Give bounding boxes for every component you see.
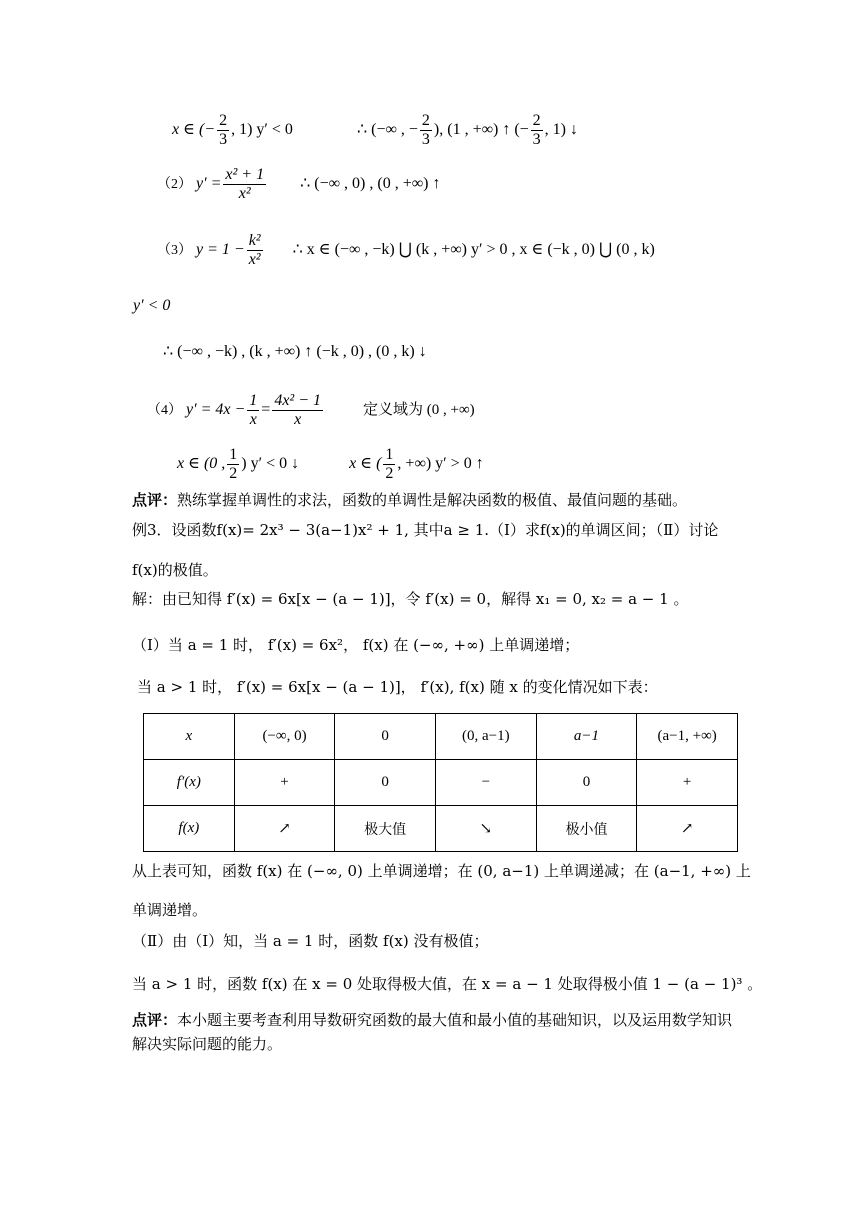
derivation-line-3-result: ∴ (−∞ , −k) , (k , +∞) ↑ (−k , 0) , (0 , k) ↓	[163, 343, 427, 360]
table-row	[144, 806, 738, 852]
example-3-line-2: f(x)的极值。	[132, 561, 218, 579]
derivation-line-4: （4） y′ = 4x − $\frac{1}{x}$ = $\frac{\text{4x² − 1}}{x}$ 定义域为 (0 , +∞)	[147, 392, 475, 428]
solution-line-1: 解：由已知得 f′(x) = 6x[x − (a − 1)]，令 f′(x) = 0，解得 x₁ = 0, x₂ = a − 1 。	[132, 590, 689, 608]
decreasing-arrow-icon: ↘	[435, 806, 536, 852]
fraction: $\frac{\text{4x² − 1}}{x}$	[274, 392, 322, 428]
conclusion-line-1: 从上表可知，函数 f(x) 在 (−∞, 0) 上单调递增；在 (0, a−1) 上单调递减；在 (a−1, +∞) 上	[132, 862, 751, 880]
comment-label: 点评：	[132, 1011, 178, 1029]
comment-2: 点评：本小题主要考查利用导数研究函数的最大值和最小值的基础知识，以及运用数学知识	[132, 1011, 733, 1029]
fraction: $\frac{\text{k²}}{\text{x²}}$	[248, 232, 261, 268]
table-cell: a−1	[536, 714, 637, 760]
table-cell: +	[234, 760, 335, 806]
increasing-arrow-icon: ↗	[637, 806, 738, 852]
table-cell: (−∞, 0)	[234, 714, 335, 760]
table-cell: 0	[536, 760, 637, 806]
table-cell: 0	[335, 714, 436, 760]
derivation-line-3-continued: y′ < 0	[133, 297, 171, 314]
solution-part-1b: 当 a > 1 时， f′(x) = 6x[x − (a − 1)]， f′(x), f(x) 随 x 的变化情况如下表：	[137, 678, 658, 696]
conclusion-line-2: 单调递增。	[132, 901, 208, 919]
solution-part-1: （Ⅰ）当 a = 1 时， f′(x) = 6x²， f(x) 在 (−∞, +∞) 上单调递增；	[132, 636, 580, 654]
table-cell: (a−1, +∞)	[637, 714, 738, 760]
conclusion-part-2: （Ⅱ）由（Ⅰ）知，当 a = 1 时，函数 f(x) 没有极值；	[132, 932, 489, 950]
example-3-line-1: 例3．设函数f(x)= 2x³ − 3(a−1)x² + 1, 其中a ≥ 1.（Ⅰ）求f(x)的单调区间；（Ⅱ）讨论	[132, 521, 719, 539]
derivation-line-3: （3） y = 1 − $\frac{\text{k²}}{\text{x²}}$ ∴ x ∈ (−∞ , −k) ⋃ (k , +∞) y′ > 0 , x ∈ (−k , 0) ⋃ (0 , k)	[157, 232, 655, 268]
fraction: $\frac{1}{2}$	[229, 446, 238, 482]
fraction: $\frac{1}{x}$	[249, 392, 258, 428]
table-cell: +	[637, 760, 738, 806]
increasing-arrow-icon: ↗	[234, 806, 335, 852]
comment-label: 点评：	[132, 491, 178, 509]
table-cell: f(x)	[144, 806, 235, 852]
table-row	[144, 714, 738, 760]
derivation-line-1: x ∈ (− $\frac{2}{3}$ , 1) y′ < 0 ∴ (−∞ , − $\frac{2}{3}$ ), (1 , +∞) ↑ (− $\frac{2}{3}$ , 1) ↓	[172, 112, 578, 148]
fraction: $\frac{\text{x² + 1}}{\text{x²}}$	[225, 166, 265, 202]
table-cell: 0	[335, 760, 436, 806]
table-cell: 极大值	[335, 806, 436, 852]
fraction: $\frac{1}{2}$	[385, 446, 394, 482]
comment-1: 点评：熟练掌握单调性的求法，函数的单调性是解决函数的极值、最值问题的基础。	[132, 491, 688, 509]
comment-2-line-2: 解决实际问题的能力。	[132, 1035, 283, 1053]
table-row	[144, 760, 738, 806]
fraction: $\frac{2}{3}$	[421, 112, 430, 148]
fraction: $\frac{2}{3}$	[219, 112, 228, 148]
variation-table	[143, 713, 738, 852]
table-cell: f′(x)	[144, 760, 235, 806]
derivation-line-5: x ∈ (0 , $\frac{1}{2}$ ) y′ < 0 ↓ x ∈ ( $\frac{1}{2}$ , +∞) y′ > 0 ↑	[177, 446, 484, 482]
derivation-line-2: （2） y′ = $\frac{\text{x² + 1}}{\text{x²}}$ ∴ (−∞ , 0) , (0 , +∞) ↑	[157, 166, 441, 202]
table-cell: (0, a−1)	[435, 714, 536, 760]
conclusion-part-2b: 当 a > 1 时，函数 f(x) 在 x = 0 处取得极大值，在 x = a − 1 处取得极小值 1 − (a − 1)³ 。	[132, 975, 763, 993]
table-cell: x	[144, 714, 235, 760]
table-cell: 极小值	[536, 806, 637, 852]
fraction: $\frac{2}{3}$	[532, 112, 541, 148]
table-cell: −	[435, 760, 536, 806]
